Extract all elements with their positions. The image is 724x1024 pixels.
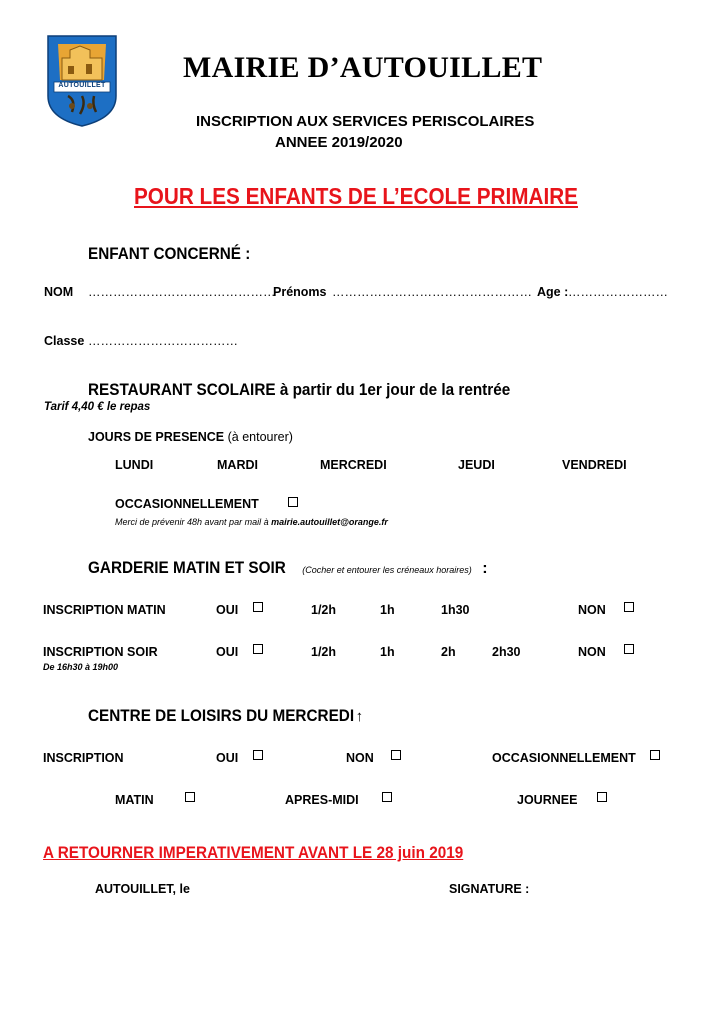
day-mardi[interactable]: MARDI — [217, 458, 258, 472]
inscription-soir-label: INSCRIPTION SOIR — [43, 645, 158, 659]
soir-slot-2h30[interactable]: 2h30 — [492, 645, 521, 659]
loisirs-oui-checkbox[interactable] — [253, 750, 263, 760]
soir-hours: De 16h30 à 19h00 — [43, 662, 119, 672]
prenoms-field[interactable]: ………………………………………… — [332, 285, 532, 299]
day-lundi[interactable]: LUNDI — [115, 458, 154, 472]
loisirs-heading-mark: ↑ — [355, 708, 364, 725]
loisirs-journee-label: JOURNEE — [517, 793, 578, 807]
section-heading-child: ENFANT CONCERNÉ : — [88, 244, 251, 263]
soir-non-label: NON — [578, 645, 606, 659]
soir-non-checkbox[interactable] — [624, 644, 634, 654]
crest-label: AUTOUILLET — [58, 82, 106, 89]
prenoms-label: Prénoms — [273, 285, 327, 299]
loisirs-occasional-label: OCCASIONNELLEMENT — [492, 751, 636, 765]
town-crest-logo — [46, 34, 118, 128]
notice-text: Merci de prévenir 48h avant par mail à — [115, 517, 272, 527]
banner-primary-school: POUR LES ENFANTS DE L’ECOLE PRIMAIRE — [134, 183, 578, 209]
loisirs-matin-checkbox[interactable] — [185, 792, 195, 802]
section-heading-garderie: GARDERIE MATIN ET SOIR — [88, 558, 286, 577]
soir-slot-2h[interactable]: 2h — [441, 645, 456, 659]
loisirs-non-checkbox[interactable] — [391, 750, 401, 760]
signature-label: SIGNATURE : — [449, 882, 530, 896]
loisirs-heading-line — [88, 706, 363, 726]
soir-oui-label: OUI — [216, 645, 239, 659]
nom-label: NOM — [44, 285, 74, 299]
loisirs-non-label: NON — [346, 751, 374, 765]
day-mercredi[interactable]: MERCREDI — [320, 458, 387, 472]
subtitle-year: ANNEE 2019/2020 — [275, 134, 403, 151]
notice-line — [115, 517, 388, 527]
soir-oui-checkbox[interactable] — [253, 644, 263, 654]
tarif-note: Tarif 4,40 € le repas — [44, 401, 151, 413]
subtitle-services: INSCRIPTION AUX SERVICES PERISCOLAIRES — [196, 113, 535, 130]
notice-email[interactable]: mairie.autouillet@orange.fr — [271, 517, 388, 527]
matin-slot-half[interactable]: 1/2h — [311, 603, 337, 617]
age-label: Age : — [537, 285, 569, 299]
soir-slot-half[interactable]: 1/2h — [311, 645, 337, 659]
restaurant-occasional-checkbox[interactable] — [288, 497, 298, 507]
loisirs-oui-label: OUI — [216, 751, 239, 765]
jours-presence-line — [88, 430, 293, 444]
inscription-matin-label: INSCRIPTION MATIN — [43, 603, 166, 617]
classe-field[interactable]: ……………………………… — [88, 334, 238, 348]
loisirs-apres-midi-label: APRES-MIDI — [285, 793, 359, 807]
garderie-heading-line — [88, 558, 488, 578]
garderie-colon: : — [482, 560, 488, 577]
loisirs-matin-label: MATIN — [115, 793, 154, 807]
soir-slot-1h[interactable]: 1h — [380, 645, 395, 659]
loisirs-journee-checkbox[interactable] — [597, 792, 607, 802]
matin-slot-1h[interactable]: 1h — [380, 603, 395, 617]
day-vendredi[interactable]: VENDREDI — [562, 458, 627, 472]
jours-presence-label: JOURS DE PRESENCE — [88, 430, 225, 444]
section-heading-restaurant: RESTAURANT SCOLAIRE à partir du 1er jour de la rentrée — [88, 380, 511, 399]
return-deadline: A RETOURNER IMPERATIVEMENT AVANT LE 28 juin 2019 — [43, 843, 464, 862]
place-date-label: AUTOUILLET, le — [95, 882, 190, 896]
section-heading-loisirs: CENTRE DE LOISIRS DU MERCREDI — [88, 706, 355, 725]
jours-presence-hint: (à entourer) — [227, 430, 293, 444]
loisirs-inscription-label: INSCRIPTION — [43, 751, 124, 765]
loisirs-occasional-checkbox[interactable] — [650, 750, 660, 760]
classe-label: Classe — [44, 334, 85, 348]
age-field[interactable]: …………………… — [568, 285, 668, 299]
garderie-hint: (Cocher et entourer les créneaux horaires) — [302, 565, 472, 575]
nom-field[interactable]: ……………………………………… — [88, 285, 276, 299]
matin-non-label: NON — [578, 603, 606, 617]
matin-oui-checkbox[interactable] — [253, 602, 263, 612]
matin-non-checkbox[interactable] — [624, 602, 634, 612]
day-jeudi[interactable]: JEUDI — [458, 458, 495, 472]
matin-slot-1h30[interactable]: 1h30 — [441, 603, 470, 617]
restaurant-occasional-label: OCCASIONNELLEMENT — [115, 497, 259, 511]
page-title: MAIRIE D’AUTOUILLET — [183, 51, 543, 84]
matin-oui-label: OUI — [216, 603, 239, 617]
loisirs-apres-midi-checkbox[interactable] — [382, 792, 392, 802]
